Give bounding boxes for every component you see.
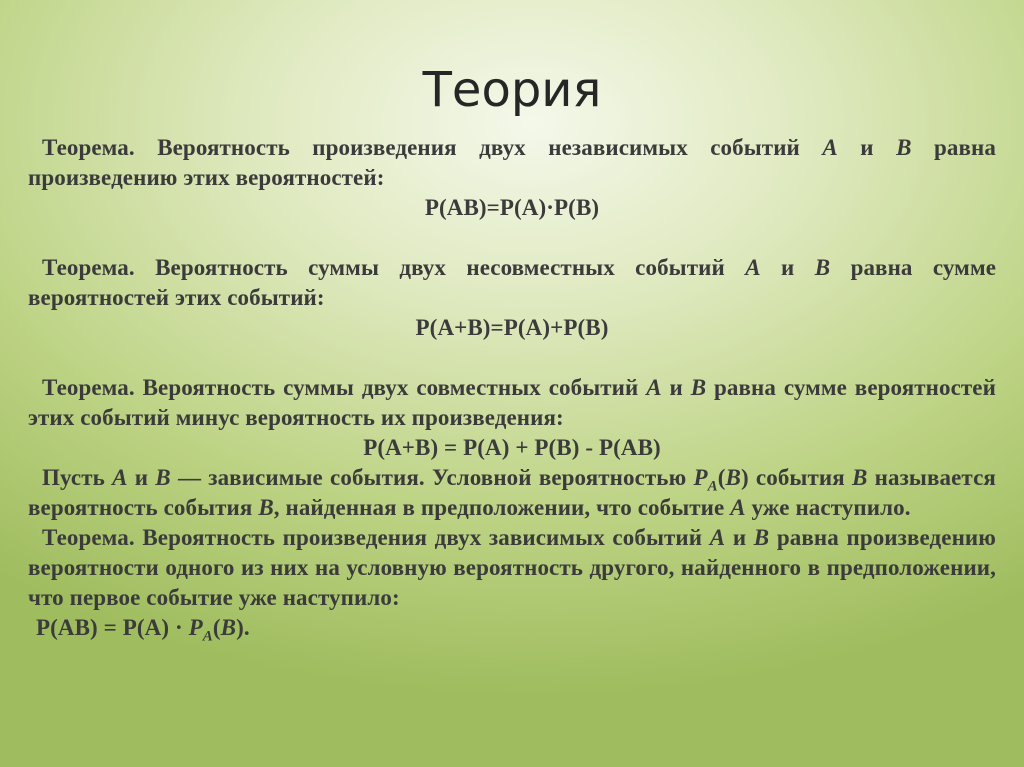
- theorem-sum-compatible: Теорема. Вероятность суммы двух совместных событий A и B равна сумме вероятностей этих событий минус вероятность их произведения:: [28, 375, 996, 430]
- event-b: B: [258, 495, 274, 520]
- event-b: B: [896, 135, 912, 160]
- conditional-p-subscript: A: [707, 478, 718, 495]
- event-b: B: [814, 255, 831, 280]
- event-a: A: [730, 495, 746, 520]
- spacer: [28, 223, 996, 253]
- event-b: B: [690, 375, 707, 400]
- conditional-p: P: [693, 465, 708, 490]
- conditional-p: P: [188, 615, 203, 640]
- theorem-sum-incompatible: Теорема. Вероятность суммы двух несовместных событий A и B равна сумме вероятностей этих событий:: [28, 255, 997, 310]
- event-a: A: [822, 135, 838, 160]
- theorem-label: Теорема.: [42, 135, 135, 160]
- event-b: B: [851, 465, 868, 490]
- event-a: A: [112, 465, 128, 490]
- formula-product-dependent: $P(AB) = P(A) \cdot P_A(B)$.: [36, 615, 250, 645]
- conditional-probability-definition: Пусть A и B — зависимые события. Условной вероятностью $P_A(B)$ события B называется вероятность события B, найденная в предположении, что событие A уже наступило.: [28, 465, 996, 520]
- theorem-label: Теорема.: [42, 255, 135, 280]
- theorem-product-independent: Теорема. Вероятность произведения двух независимых событий A и B равна произведению этих вероятностей:: [28, 135, 996, 190]
- slide-content: [28, 133, 996, 643]
- theorem-label: Теорема.: [42, 525, 135, 550]
- event-a: A: [646, 375, 662, 400]
- conditional-p-subscript: A: [202, 628, 213, 645]
- formula-sum-incompatible: P(A+B)=P(A)+P(B): [415, 315, 609, 340]
- theorem-product-dependent: Теорема. Вероятность произведения двух зависимых событий A и B равна произведению вероятности одного из них на условную вероятность другого, найденного в предположении, что первое событие уже наступило:: [28, 525, 996, 610]
- formula-product-independent: P(AB)=P(A)·P(B): [424, 195, 600, 220]
- event-b: B: [155, 465, 171, 490]
- event-a: A: [745, 255, 761, 280]
- theorem-label: Теорема.: [42, 375, 135, 400]
- event-b: B: [753, 525, 770, 550]
- formula-sum-compatible: P(A+B) = P(A) + P(B) - P(AB): [363, 435, 661, 460]
- slide-title: Теория: [422, 62, 602, 118]
- event-a: A: [709, 525, 726, 550]
- spacer: [28, 343, 996, 373]
